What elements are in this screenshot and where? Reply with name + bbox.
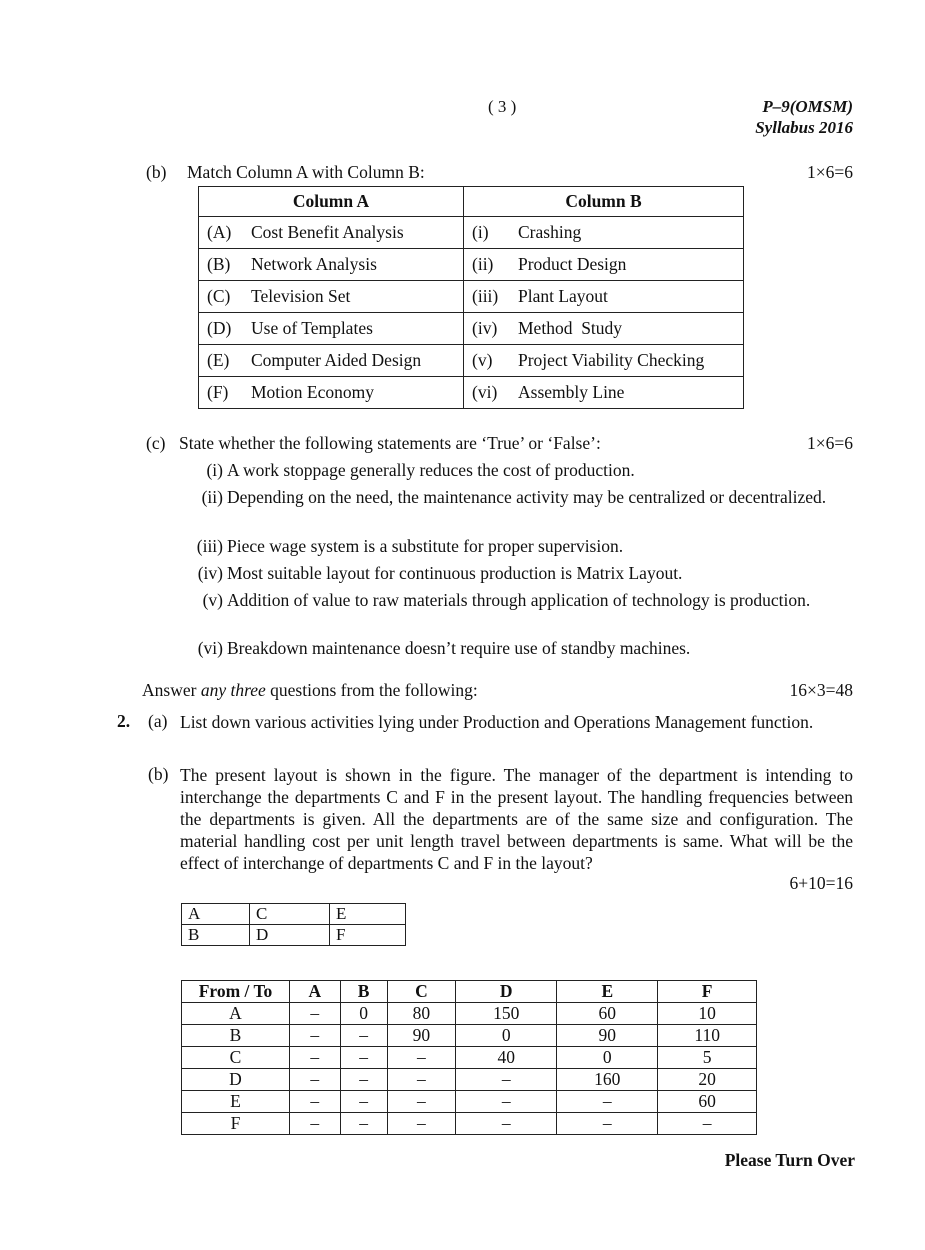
table-cell: – <box>290 1047 341 1069</box>
table-cell: – <box>658 1113 757 1135</box>
table-row <box>182 1113 757 1135</box>
column-b-cell <box>464 281 744 313</box>
table-row <box>199 377 744 409</box>
item-text: Plant Layout <box>518 286 608 306</box>
section-instruction <box>142 680 478 701</box>
table-row <box>182 1069 757 1091</box>
item-label: (vi) <box>472 382 498 402</box>
item-label: (D) <box>207 318 232 338</box>
item-label: (i) <box>472 222 489 242</box>
table-cell: – <box>387 1113 456 1135</box>
layout-cell: E <box>330 904 406 925</box>
item-label: (F) <box>207 382 229 402</box>
tf-item-text: Depending on the need, the maintenance activity may be centralized or decentralized. <box>227 487 827 507</box>
table-cell: 40 <box>456 1047 557 1069</box>
tf-item-number: (v) <box>202 590 223 610</box>
row-header: F <box>182 1113 290 1135</box>
instruction-prefix: Answer <box>142 680 201 700</box>
question-2-number: 2. <box>117 711 131 731</box>
tf-item-number: (vi) <box>197 638 223 658</box>
tf-item-text: Piece wage system is a substitute for proper supervision. <box>227 536 624 556</box>
table-cell: – <box>456 1069 557 1091</box>
tf-item-text: Breakdown maintenance doesn’t require use of standby machines. <box>227 638 691 658</box>
column-a-header: Column A <box>199 187 464 217</box>
layout-cell: C <box>250 904 330 925</box>
column-a-cell <box>199 313 464 345</box>
column-header: E <box>557 981 658 1003</box>
layout-cell: B <box>182 925 250 946</box>
table-cell: – <box>340 1025 387 1047</box>
table-cell: – <box>557 1091 658 1113</box>
item-text: Cost Benefit Analysis <box>251 222 404 242</box>
corner-header: From / To <box>182 981 290 1003</box>
table-cell: 90 <box>557 1025 658 1047</box>
item-label: (ii) <box>472 254 494 274</box>
table-cell: – <box>557 1113 658 1135</box>
column-header: A <box>290 981 341 1003</box>
frequency-table-header <box>182 981 757 1003</box>
table-cell: 5 <box>658 1047 757 1069</box>
column-header: B <box>340 981 387 1003</box>
column-header: C <box>387 981 456 1003</box>
tf-question-label: (c) <box>146 433 166 453</box>
item-label: (iii) <box>472 286 499 306</box>
paper-code-block <box>755 96 853 138</box>
item-label: (iv) <box>472 318 498 338</box>
column-b-cell <box>464 217 744 249</box>
table-cell: – <box>387 1047 456 1069</box>
table-cell: 0 <box>456 1025 557 1047</box>
table-row <box>199 345 744 377</box>
part-b-text: The present layout is shown in the figure. The manager of the department is intending to interchange the departments C and F in the present layout. The handling frequencies between the departments is given. All the departments are of the same size and configuration. The material handling cost per unit length travel between departments is same. What will be the effect of interchange of departments C and F in the layout? <box>180 765 853 873</box>
item-text: Project Viability Checking <box>518 350 705 370</box>
layout-row <box>182 904 406 925</box>
part-a-label: (a) <box>148 711 168 731</box>
row-header: B <box>182 1025 290 1047</box>
table-cell: – <box>387 1091 456 1113</box>
syllabus-label: Syllabus 2016 <box>755 118 853 137</box>
table-cell: 160 <box>557 1069 658 1091</box>
match-table <box>198 186 744 409</box>
column-a-cell <box>199 249 464 281</box>
item-label: (B) <box>207 254 231 274</box>
table-cell: – <box>290 1113 341 1135</box>
table-cell: 90 <box>387 1025 456 1047</box>
column-b-cell <box>464 377 744 409</box>
tf-item-number: (iii) <box>196 536 223 556</box>
table-cell: – <box>456 1113 557 1135</box>
table-row <box>199 249 744 281</box>
layout-row <box>182 925 406 946</box>
instruction-suffix: questions from the following: <box>265 680 478 700</box>
tf-question-prompt: State whether the following statements are ‘True’ or ‘False’: <box>179 433 601 453</box>
table-cell: 150 <box>456 1003 557 1025</box>
column-a-cell <box>199 377 464 409</box>
table-row <box>199 313 744 345</box>
table-cell: 20 <box>658 1069 757 1091</box>
item-text: Motion Economy <box>251 382 374 402</box>
item-label: (E) <box>207 350 230 370</box>
column-b-header: Column B <box>464 187 744 217</box>
match-question-marks: 1×6=6 <box>807 162 853 182</box>
table-cell: – <box>290 1025 341 1047</box>
layout-cell: A <box>182 904 250 925</box>
section-marks: 16×3=48 <box>789 680 853 700</box>
question-2-marks: 6+10=16 <box>789 873 853 893</box>
item-text: Use of Templates <box>251 318 373 338</box>
question-number <box>117 711 130 732</box>
item-label: (C) <box>207 286 231 306</box>
paper-code: P–9(OMSM) <box>762 97 853 116</box>
table-row <box>182 1047 757 1069</box>
table-row <box>182 1025 757 1047</box>
frequency-table <box>181 980 757 1135</box>
table-cell: 0 <box>557 1047 658 1069</box>
match-question-label: (b) <box>146 162 167 182</box>
tf-item-number: (iv) <box>197 563 223 583</box>
column-header: D <box>456 981 557 1003</box>
item-text: Assembly Line <box>518 382 625 402</box>
part-a-text: List down various activities lying under Production and Operations Management function. <box>180 712 814 732</box>
item-text: Crashing <box>518 222 582 242</box>
please-turn-over: Please Turn Over <box>724 1150 855 1170</box>
column-b-cell <box>464 345 744 377</box>
item-text: Television Set <box>251 286 351 306</box>
table-row <box>199 281 744 313</box>
tf-item-text: A work stoppage generally reduces the cost of production. <box>227 460 635 480</box>
table-cell: 60 <box>557 1003 658 1025</box>
table-cell: – <box>340 1091 387 1113</box>
row-header: C <box>182 1047 290 1069</box>
table-cell: 80 <box>387 1003 456 1025</box>
tf-item-number: (ii) <box>201 487 223 507</box>
row-header: D <box>182 1069 290 1091</box>
match-table-header <box>199 187 744 217</box>
tf-item-number: (i) <box>206 460 223 480</box>
item-text: Product Design <box>518 254 627 274</box>
item-text: Method Study <box>518 318 623 338</box>
item-label: (A) <box>207 222 232 242</box>
table-cell: – <box>387 1069 456 1091</box>
tf-question-marks: 1×6=6 <box>807 433 853 453</box>
item-label: (v) <box>472 350 493 370</box>
column-a-cell <box>199 281 464 313</box>
table-row <box>182 1003 757 1025</box>
table-row <box>199 217 744 249</box>
page-number: ( 3 ) <box>488 97 517 116</box>
table-cell: – <box>290 1003 341 1025</box>
row-header: E <box>182 1091 290 1113</box>
column-a-cell <box>199 345 464 377</box>
column-b-cell <box>464 313 744 345</box>
table-cell: 10 <box>658 1003 757 1025</box>
column-b-cell <box>464 249 744 281</box>
part-b-label: (b) <box>148 764 169 784</box>
table-cell: – <box>340 1113 387 1135</box>
present-layout-grid <box>181 903 406 946</box>
layout-cell: F <box>330 925 406 946</box>
item-text: Computer Aided Design <box>251 350 422 370</box>
table-cell: 60 <box>658 1091 757 1113</box>
table-cell: – <box>340 1069 387 1091</box>
table-row <box>182 1091 757 1113</box>
table-cell: – <box>290 1091 341 1113</box>
tf-item-text: Addition of value to raw materials through application of technology is production. <box>227 590 811 610</box>
match-question-prompt: Match Column A with Column B: <box>187 162 425 182</box>
table-cell: – <box>340 1047 387 1069</box>
layout-cell: D <box>250 925 330 946</box>
table-cell: 0 <box>340 1003 387 1025</box>
table-cell: – <box>290 1069 341 1091</box>
table-cell: – <box>456 1091 557 1113</box>
item-text: Network Analysis <box>251 254 377 274</box>
table-cell: 110 <box>658 1025 757 1047</box>
column-a-cell <box>199 217 464 249</box>
column-header: F <box>658 981 757 1003</box>
tf-item-text: Most suitable layout for continuous production is Matrix Layout. <box>227 563 683 583</box>
instruction-emphasis: any three <box>200 680 266 700</box>
row-header: A <box>182 1003 290 1025</box>
